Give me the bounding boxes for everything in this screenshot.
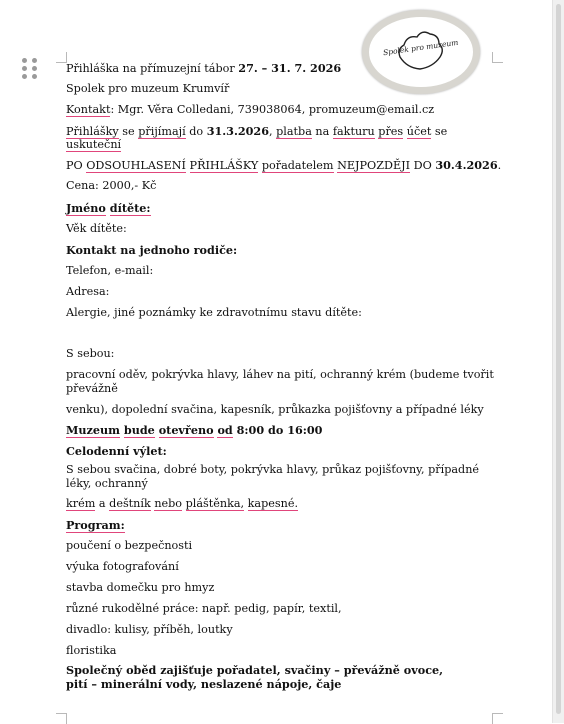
child-name-label bbox=[66, 201, 151, 216]
text-fragment: se bbox=[431, 125, 448, 138]
drag-handle-icon[interactable] bbox=[22, 58, 38, 80]
program-item: výuka fotografování bbox=[66, 560, 179, 573]
opening-hours-line bbox=[66, 423, 322, 438]
program-item: divadlo: kulisy, příběh, loutky bbox=[66, 623, 233, 636]
program-label bbox=[66, 518, 125, 533]
program-item: stavba domečku pro hmyz bbox=[66, 581, 215, 594]
word-jmeno: Jméno bbox=[66, 201, 106, 215]
word-prihlasky: Přihlášky bbox=[66, 125, 119, 138]
text-fragment: . bbox=[497, 159, 502, 172]
text-fragment: DO bbox=[410, 159, 436, 172]
contact-line bbox=[66, 103, 434, 117]
allergies-label: Alergie, jiné poznámky ke zdravotnímu stavu dítěte: bbox=[66, 306, 362, 319]
phone-email-label: Telefon, e-mail: bbox=[66, 264, 154, 277]
word-muzeum: Muzeum bbox=[66, 423, 120, 437]
word-nebo: nebo bbox=[154, 497, 183, 510]
bring-list-1: pracovní oděv, pokrývka hlavy, láhev na pití, ochranný krém (budeme tvořit převážně bbox=[66, 368, 494, 395]
program-label-text: Program: bbox=[66, 518, 125, 532]
word-poradatelem: pořadatelem bbox=[261, 159, 334, 172]
approval-line bbox=[66, 158, 501, 173]
text-fragment bbox=[186, 159, 190, 172]
bring-label: S sebou: bbox=[66, 347, 115, 360]
text-fragment: se bbox=[118, 125, 139, 138]
word-platba: platba bbox=[276, 125, 312, 138]
logo-text: Spolek pro muzeum bbox=[382, 37, 459, 58]
word-odsouhlaseni: ODSOUHLASENÍ bbox=[86, 159, 186, 172]
registration-line-cont bbox=[66, 138, 121, 152]
crop-mark-top-right bbox=[492, 52, 503, 63]
price-line: Cena: 2000,- Kč bbox=[66, 179, 157, 192]
organizer-line: Spolek pro muzeum Krumvíř bbox=[66, 82, 230, 95]
word-krem: krém bbox=[66, 497, 96, 510]
word-od: od bbox=[217, 423, 233, 437]
trip-list-1: S sebou svačina, dobré boty, pokrývka hlavy, průkaz pojišťovny, případné léky, ochranný bbox=[66, 463, 480, 490]
text-fragment: do bbox=[185, 125, 207, 138]
word-prihlasky-caps: PŘIHLÁŠKY bbox=[189, 159, 259, 172]
bring-list-2: venku), dopolední svačina, kapesník, průkazka pojišťovny a případné léky bbox=[66, 403, 484, 416]
word-uskutecni: uskuteční bbox=[66, 138, 122, 151]
parent-contact-label bbox=[66, 243, 237, 258]
word-destnik: deštník bbox=[109, 497, 151, 510]
meals-note: Společný oběd zajišťuje pořadatel, svačiny – převážně ovoce, pití – minerální vody, neslazené nápoje, čaje bbox=[66, 663, 444, 691]
text-fragment: na bbox=[311, 125, 333, 138]
word-fakturu: fakturu bbox=[332, 125, 375, 138]
trip-label-text: Celodenní výlet: bbox=[66, 444, 167, 458]
logo-emblem-icon bbox=[382, 27, 459, 75]
word-pres: přes bbox=[378, 125, 404, 138]
opening-hours: 8:00 do 16:00 bbox=[232, 423, 323, 437]
program-item: poučení o bezpečnosti bbox=[66, 539, 193, 552]
program-item: floristika bbox=[66, 644, 117, 657]
parent-contact-text: Kontakt na jednoho rodiče: bbox=[66, 243, 238, 257]
text-fragment: a bbox=[95, 497, 110, 510]
text-fragment: PO bbox=[66, 159, 87, 172]
scrollbar-thumb[interactable] bbox=[556, 4, 561, 714]
trip-label bbox=[66, 444, 167, 459]
word-bude: bude bbox=[123, 423, 155, 437]
program-item: různé rukodělné práce: např. pedig, papír, textil, bbox=[66, 602, 342, 615]
contact-label: Kontakt bbox=[66, 103, 111, 116]
trip-list-2 bbox=[66, 497, 298, 511]
contact-details: : Mgr. Věra Colledani, 739038064, promuzeum@email.cz bbox=[110, 103, 435, 116]
word-prijimaji: přijímají bbox=[138, 125, 186, 138]
museum-logo bbox=[362, 10, 480, 94]
word-plastenka: pláštěnka, bbox=[185, 497, 245, 510]
crop-mark-bottom-left bbox=[56, 713, 67, 724]
child-age-label: Věk dítěte: bbox=[66, 222, 127, 235]
registration-line bbox=[66, 124, 447, 139]
title-line bbox=[66, 61, 341, 76]
registration-deadline: 31.3.2026 bbox=[206, 124, 269, 138]
word-ditete: dítěte: bbox=[109, 201, 151, 215]
address-label: Adresa: bbox=[66, 285, 110, 298]
word-kapesne: kapesné. bbox=[247, 497, 299, 510]
word-otevreno: otevřeno bbox=[158, 423, 214, 437]
vertical-scrollbar[interactable] bbox=[552, 0, 564, 723]
crop-mark-bottom-right bbox=[492, 713, 503, 724]
title-text: Přihláška na přímuzejní tábor bbox=[66, 62, 239, 75]
word-ucet: účet bbox=[406, 125, 432, 138]
word-nejpozdeji: NEJPOZDĚJI bbox=[337, 159, 411, 172]
camp-dates: 27. – 31. 7. 2026 bbox=[238, 61, 342, 75]
approval-deadline: 30.4.2026 bbox=[435, 158, 498, 172]
text-fragment: , bbox=[269, 125, 277, 138]
